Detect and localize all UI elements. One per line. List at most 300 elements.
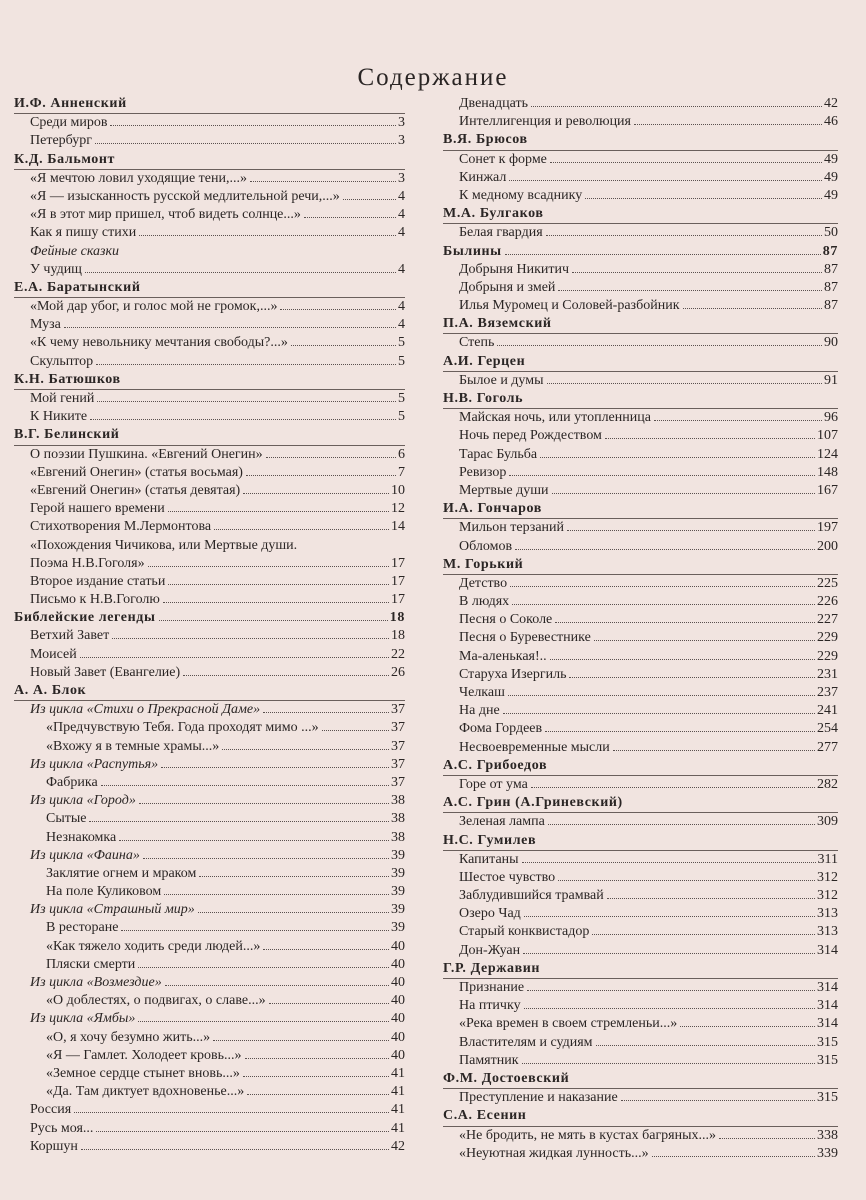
toc-entry	[14, 919, 405, 937]
toc-entry-title: Старуха Изергиль	[459, 666, 567, 682]
toc-entry-title: Ма-аленькая!..	[459, 648, 547, 664]
toc-entry-title: «Похождения Чичикова, или Мертвые души.	[30, 537, 298, 553]
toc-entry	[14, 738, 405, 756]
toc-entry-title: М.А. Булгаков	[443, 206, 544, 222]
toc-author-heading	[443, 1107, 838, 1126]
toc-page-number: 314	[817, 942, 838, 958]
toc-entry	[14, 170, 405, 188]
toc-entry	[443, 739, 838, 757]
toc-entry-title: К Никите	[30, 409, 88, 425]
toc-entry-title: Двенадцать	[459, 96, 528, 111]
toc-entry	[443, 593, 838, 611]
toc-entry	[443, 684, 838, 702]
toc-entry-title: У чудищ	[30, 261, 82, 277]
toc-entry	[14, 464, 405, 482]
toc-entry-title: К.Н. Батюшков	[14, 371, 121, 387]
toc-entry	[14, 132, 405, 150]
toc-entry	[443, 261, 838, 279]
toc-page-number: 4	[398, 317, 405, 333]
toc-entry	[14, 334, 405, 352]
toc-entry	[443, 224, 838, 242]
toc-page-number: 40	[391, 956, 405, 972]
toc-entry	[14, 646, 405, 664]
toc-entry-title: Г.Р. Державин	[443, 960, 541, 976]
toc-page-number: 10	[391, 482, 405, 498]
toc-page-number: 87	[824, 298, 838, 314]
toc-entry	[443, 979, 838, 997]
toc-page-number: 39	[391, 920, 405, 936]
toc-entry	[14, 316, 405, 334]
toc-entry-title: Заблудившийся трамвай	[459, 888, 604, 904]
toc-page-number: 39	[391, 847, 405, 863]
toc-entry	[14, 719, 405, 737]
toc-entry-title: Библейские легенды	[14, 610, 156, 626]
toc-cycle-heading	[14, 901, 405, 919]
toc-entry-title: Моисей	[30, 646, 77, 662]
toc-entry-title: П.А. Вяземский	[443, 316, 552, 332]
toc-entry	[443, 905, 838, 923]
toc-page-number: 312	[817, 869, 838, 885]
toc-entry-title: Новый Завет (Евангелие)	[30, 664, 181, 680]
toc-page-number: 5	[398, 391, 405, 406]
toc-entry-title: Добрыня и змей	[459, 279, 556, 295]
toc-page-number: 4	[398, 299, 405, 315]
toc-entry-title: Е.А. Баратынский	[14, 279, 141, 295]
toc-entry	[14, 298, 405, 316]
toc-entry	[443, 629, 838, 647]
toc-entry	[443, 169, 838, 187]
toc-entry-title: Из цикла «Возмездие»	[30, 975, 162, 990]
toc-entry-title: Ф.М. Достоевский	[443, 1070, 570, 1086]
toc-entry-title: Зеленая лампа	[459, 814, 545, 830]
toc-entry-title: К.Д. Бальмонт	[14, 151, 116, 167]
toc-entry	[14, 206, 405, 224]
toc-page-number: 17	[391, 592, 405, 608]
toc-entry	[443, 187, 838, 205]
toc-page-number: 4	[398, 261, 405, 277]
toc-page-number: 22	[391, 646, 405, 662]
toc-entry-title: В.Я. Брюсов	[443, 132, 528, 148]
toc-page-number: 37	[391, 720, 405, 736]
toc-entry-title: «О, я хочу безумно жить...»	[46, 1029, 211, 1045]
toc-page-number: 39	[391, 902, 405, 918]
toc-author-heading	[443, 1070, 838, 1089]
toc-entry-title: Русь моя...	[30, 1120, 94, 1136]
toc-page-number: 314	[817, 998, 838, 1014]
toc-entry	[14, 810, 405, 828]
toc-entry	[14, 591, 405, 609]
toc-entry	[443, 1034, 838, 1052]
toc-author-heading	[443, 131, 838, 150]
toc-page-number: 124	[817, 446, 838, 462]
toc-entry-title: Признание	[459, 980, 525, 995]
toc-entry-title: Фейные сказки	[30, 243, 120, 259]
toc-page-number: 12	[391, 501, 405, 517]
toc-entry-title: Памятник	[459, 1052, 519, 1068]
toc-entry-title: В людях	[459, 594, 510, 610]
toc-entry-title: И.Ф. Анненский	[14, 96, 127, 111]
toc-page-number: 5	[398, 335, 405, 351]
toc-entry-title: Обломов	[459, 538, 513, 554]
toc-page-number: 42	[391, 1138, 405, 1154]
toc-entry-title: «Евгений Онегин» (статья девятая)	[30, 482, 241, 498]
toc-entry-title: Среди миров	[30, 115, 108, 131]
toc-page-number: 18	[391, 628, 405, 644]
toc-page-number: 313	[817, 906, 838, 922]
toc-cycle-heading	[14, 847, 405, 865]
toc-entry	[14, 865, 405, 883]
toc-page-number: 227	[817, 612, 838, 628]
toc-entry-title: «Да. Там диктует вдохновенье...»	[46, 1084, 245, 1100]
toc-page-number: 148	[817, 464, 838, 480]
toc-entry-title: Поэма Н.В.Гоголя»	[30, 555, 145, 571]
toc-entry-title: Властителям и судиям	[459, 1034, 593, 1050]
toc-author-heading	[14, 279, 405, 298]
toc-entry-title: Капитаны	[459, 851, 519, 867]
toc-entry-title: Тарас Бульба	[459, 446, 538, 462]
toc-page-number: 314	[817, 980, 838, 995]
toc-entry	[14, 500, 405, 518]
toc-entry-title: Из цикла «Фаина»	[30, 847, 140, 863]
toc-author-heading	[443, 205, 838, 224]
toc-entry	[14, 938, 405, 956]
toc-entry	[443, 1052, 838, 1070]
toc-entry-title: Белая гвардия	[459, 225, 543, 241]
toc-entry-title: А.С. Грибоедов	[443, 757, 548, 773]
toc-entry-title: Интеллигенция и революция	[459, 114, 631, 130]
toc-entry-title: А.И. Герцен	[443, 353, 526, 369]
toc-page-number: 4	[398, 225, 405, 241]
toc-cycle-heading	[14, 792, 405, 810]
toc-entry-title: Песня о Соколе	[459, 612, 553, 628]
toc-entry-title: К медному всаднику	[459, 187, 583, 203]
toc-page-number: 37	[391, 774, 405, 790]
toc-entry-title: Мертвые души	[459, 482, 549, 498]
toc-cycle-heading	[14, 243, 405, 261]
toc-entry	[14, 1065, 405, 1083]
toc-page-number: 87	[822, 243, 838, 259]
toc-entry-title: Майская ночь, или утопленница	[459, 410, 651, 426]
toc-entry	[443, 1089, 838, 1107]
toc-page-number: 42	[824, 96, 838, 111]
toc-entry-title: Россия	[30, 1102, 72, 1118]
toc-entry-title: Скульптор	[30, 353, 94, 369]
toc-entry-title: Ветхий Завет	[30, 628, 110, 644]
toc-entry	[14, 518, 405, 536]
toc-author-heading	[14, 682, 405, 701]
toc-author-heading	[14, 371, 405, 390]
toc-entry	[14, 1047, 405, 1065]
toc-entry-title: В ресторане	[46, 920, 119, 936]
toc-column-right	[443, 95, 838, 1163]
toc-entry-title: «Я — Гамлет. Холодеет кровь...»	[46, 1047, 242, 1063]
toc-entry	[443, 942, 838, 960]
page-title: Содержание	[357, 64, 509, 91]
toc-entry-title: «Река времен в своем стремленьи...»	[459, 1016, 678, 1032]
toc-page-number: 91	[824, 372, 838, 388]
toc-page-number: 3	[398, 170, 405, 186]
toc-entry	[14, 482, 405, 500]
toc-entry	[443, 151, 838, 169]
toc-entry	[443, 427, 838, 445]
toc-entry	[443, 279, 838, 297]
toc-entry-title: Ревизор	[459, 464, 507, 480]
toc-entry	[14, 114, 405, 132]
toc-entry	[14, 1101, 405, 1119]
toc-page-number: 49	[824, 151, 838, 167]
toc-page-number: 7	[398, 464, 405, 480]
toc-page-number: 277	[817, 739, 838, 755]
toc-entry	[443, 409, 838, 427]
toc-author-heading	[443, 353, 838, 372]
toc-entry-title: «Неуютная жидкая лунность...»	[459, 1145, 649, 1161]
toc-entry	[443, 446, 838, 464]
toc-page-number: 309	[817, 814, 838, 830]
toc-page-number: 38	[391, 811, 405, 827]
toc-entry-title: Н.С. Гумилев	[443, 832, 537, 848]
toc-page-number: 49	[824, 187, 838, 203]
toc-entry-title: Из цикла «Распутья»	[30, 756, 159, 772]
toc-page-number: 40	[391, 1029, 405, 1045]
toc-entry	[14, 353, 405, 371]
toc-entry-title: Шестое чувство	[459, 869, 556, 885]
toc-page-number: 229	[817, 648, 838, 664]
toc-page-number: 39	[391, 865, 405, 881]
toc-entry-title: На птичку	[459, 998, 521, 1014]
toc-entry-title: На поле Куликовом	[46, 884, 162, 900]
toc-entry-title: Муза	[30, 317, 61, 333]
toc-entry	[443, 482, 838, 500]
toc-entry	[14, 537, 405, 555]
toc-page-number: 26	[391, 664, 405, 680]
toc-entry	[14, 664, 405, 682]
toc-entry-title: «Земное сердце стынет вновь...»	[46, 1065, 240, 1081]
toc-page-number: 49	[824, 169, 838, 185]
toc-entry	[443, 720, 838, 738]
toc-entry-title: «Я в этот мир пришел, чтоб видеть солнце...»	[30, 207, 301, 223]
toc-entry-title: Стихотворения М.Лермонтова	[30, 519, 212, 535]
toc-entry-title: Добрыня Никитич	[459, 261, 570, 277]
toc-page-number: 40	[391, 1011, 405, 1027]
toc-entry	[443, 887, 838, 905]
toc-entry	[443, 869, 838, 887]
toc-page-number: 18	[389, 610, 405, 626]
toc-entry-title: Илья Муромец и Соловей-разбойник	[459, 298, 680, 314]
toc-entry	[14, 883, 405, 901]
toc-entry	[443, 1145, 838, 1163]
toc-entry-title: Н.В. Гоголь	[443, 391, 524, 406]
toc-author-heading	[443, 500, 838, 519]
toc-entry	[443, 648, 838, 666]
toc-page-number: 3	[398, 133, 405, 149]
toc-entry-title: Коршун	[30, 1138, 78, 1154]
toc-entry-title: М. Горький	[443, 556, 524, 572]
toc-entry-title: Горе от ума	[459, 776, 528, 792]
toc-page-number: 313	[817, 924, 838, 940]
toc-entry-title: «К чему невольнику мечтания свободы?...»	[30, 335, 288, 351]
toc-entry	[14, 627, 405, 645]
toc-page-number: 87	[824, 261, 838, 277]
toc-entry-title: «О доблестях, о подвигах, о славе...»	[46, 993, 266, 1009]
toc-entry-title: «Евгений Онегин» (статья восьмая)	[30, 464, 243, 480]
toc-entry-title: Озеро Чад	[459, 906, 521, 922]
toc-entry	[443, 334, 838, 352]
toc-entry	[443, 464, 838, 482]
toc-page-number: 41	[391, 1084, 405, 1100]
toc-page-number: 107	[817, 428, 838, 444]
toc-page-number: 90	[824, 335, 838, 351]
toc-entry-title: Сонет к форме	[459, 151, 547, 167]
toc-entry	[14, 408, 405, 426]
toc-entry-title: Былины	[443, 243, 502, 259]
toc-author-heading	[14, 609, 405, 627]
toc-entry-title: Письмо к Н.В.Гоголю	[30, 592, 160, 608]
toc-page-number: 315	[817, 1034, 838, 1050]
toc-page-number: 338	[817, 1127, 838, 1143]
toc-page-number: 38	[391, 793, 405, 809]
toc-entry	[443, 372, 838, 390]
toc-author-heading	[443, 794, 838, 813]
toc-entry-title: Преступление и наказание	[459, 1090, 618, 1106]
toc-entry-title: Как я пишу стихи	[30, 225, 137, 241]
toc-entry-title: С.А. Есенин	[443, 1108, 527, 1124]
toc-entry	[14, 390, 405, 408]
toc-entry-title: «Мой дар убог, и голос мой не громок,...»	[30, 299, 278, 315]
toc-entry-title: «Как тяжело ходить среди людей...»	[46, 938, 261, 954]
toc-author-heading	[443, 243, 838, 261]
toc-entry	[14, 992, 405, 1010]
toc-entry	[443, 851, 838, 869]
toc-page-number: 41	[391, 1120, 405, 1136]
toc-page-number: 241	[817, 703, 838, 719]
toc-author-heading	[14, 426, 405, 445]
toc-entry	[14, 1029, 405, 1047]
toc-page-number: 231	[817, 666, 838, 682]
toc-entry	[14, 224, 405, 242]
toc-page-number: 197	[817, 520, 838, 536]
toc-entry	[14, 555, 405, 573]
toc-entry	[443, 1127, 838, 1145]
toc-entry	[443, 95, 838, 113]
toc-page-number: 312	[817, 888, 838, 904]
toc-cycle-heading	[14, 756, 405, 774]
toc-entry	[443, 538, 838, 556]
toc-author-heading	[443, 556, 838, 575]
toc-entry	[14, 774, 405, 792]
toc-page-number: 40	[391, 1047, 405, 1063]
toc-page-number: 96	[824, 410, 838, 426]
toc-entry	[443, 666, 838, 684]
toc-page-number: 40	[391, 938, 405, 954]
toc-entry-title: Песня о Буревестнике	[459, 630, 591, 646]
toc-entry	[14, 956, 405, 974]
toc-author-heading	[443, 390, 838, 409]
toc-page-number: 311	[817, 851, 838, 867]
toc-author-heading	[14, 151, 405, 170]
toc-page-number: 40	[391, 975, 405, 990]
toc-page-number: 5	[398, 353, 405, 369]
toc-page-number: 37	[391, 738, 405, 754]
toc-entry	[14, 1120, 405, 1138]
toc-page-number: 46	[824, 114, 838, 130]
toc-page-number: 339	[817, 1145, 838, 1161]
toc-entry	[14, 1138, 405, 1156]
toc-entry-title: Дон-Жуан	[459, 942, 521, 958]
toc-page-number: 6	[398, 446, 405, 462]
toc-entry	[443, 1015, 838, 1033]
toc-page-number: 315	[817, 1090, 838, 1106]
toc-entry	[443, 575, 838, 593]
toc-page-number: 315	[817, 1052, 838, 1068]
toc-entry-title: Несвоевременные мысли	[459, 739, 610, 755]
toc-page-number: 200	[817, 538, 838, 554]
toc-cycle-heading	[14, 701, 405, 719]
toc-entry-title: Из цикла «Страшный мир»	[30, 902, 195, 918]
toc-page-number: 4	[398, 207, 405, 223]
toc-entry-title: Челкаш	[459, 685, 505, 700]
toc-entry	[443, 813, 838, 831]
toc-entry-title: Петербург	[30, 133, 92, 149]
toc-entry-title: Фома Гордеев	[459, 721, 543, 737]
toc-entry-title: И.А. Гончаров	[443, 501, 542, 517]
toc-entry-title: Фабрика	[46, 774, 98, 790]
toc-entry	[443, 702, 838, 720]
toc-page-number: 4	[398, 188, 405, 204]
toc-entry	[443, 297, 838, 315]
toc-entry-title: Степь	[459, 335, 495, 351]
toc-entry-title: Детство	[459, 575, 508, 591]
toc-author-heading	[443, 832, 838, 851]
toc-entry	[443, 997, 838, 1015]
toc-entry	[14, 188, 405, 206]
toc-entry	[14, 1083, 405, 1101]
toc-cycle-heading	[14, 1010, 405, 1028]
toc-entry	[443, 113, 838, 131]
toc-entry-title: Из цикла «Город»	[30, 793, 136, 809]
toc-entry	[443, 923, 838, 941]
toc-entry-title: «Вхожу я в темные храмы...»	[46, 738, 220, 754]
toc-entry-title: «Предчувствую Тебя. Года проходят мимо ...»	[46, 720, 319, 736]
toc-entry-title: «Я мечтою ловил уходящие тени,...»	[30, 170, 247, 186]
toc-entry-title: «Не бродить, не мять в кустах багряных...»	[459, 1127, 717, 1143]
toc-entry	[443, 776, 838, 794]
toc-page-number: 5	[398, 409, 405, 425]
toc-page-number: 3	[398, 115, 405, 131]
toc-entry-title: Герой нашего времени	[30, 501, 165, 517]
toc-page-number: 50	[824, 225, 838, 241]
toc-page-number: 237	[817, 685, 838, 700]
toc-entry	[443, 611, 838, 629]
toc-page-number: 167	[817, 482, 838, 498]
toc-entry-title: О поэзии Пушкина. «Евгений Онегин»	[30, 446, 263, 462]
toc-page-number: 37	[391, 756, 405, 772]
toc-entry-title: Кинжал	[459, 169, 507, 185]
toc-page-number: 41	[391, 1065, 405, 1081]
toc-entry	[14, 261, 405, 279]
toc-page-number: 225	[817, 575, 838, 591]
toc-entry	[14, 573, 405, 591]
toc-entry-title: А.С. Грин (А.Гриневский)	[443, 795, 623, 811]
toc-page-number: 38	[391, 829, 405, 845]
toc-entry-title: «Я — изысканность русской медлительной речи,...»	[30, 188, 340, 204]
toc-page-number: 39	[391, 884, 405, 900]
toc-entry-title: Мой гений	[30, 391, 95, 406]
toc-entry-title: Из цикла «Ямбы»	[30, 1011, 136, 1027]
toc-page-number: 37	[391, 702, 405, 718]
toc-author-heading	[443, 960, 838, 979]
toc-entry-title: А. А. Блок	[14, 683, 87, 698]
toc-entry-title: Незнакомка	[46, 829, 117, 845]
